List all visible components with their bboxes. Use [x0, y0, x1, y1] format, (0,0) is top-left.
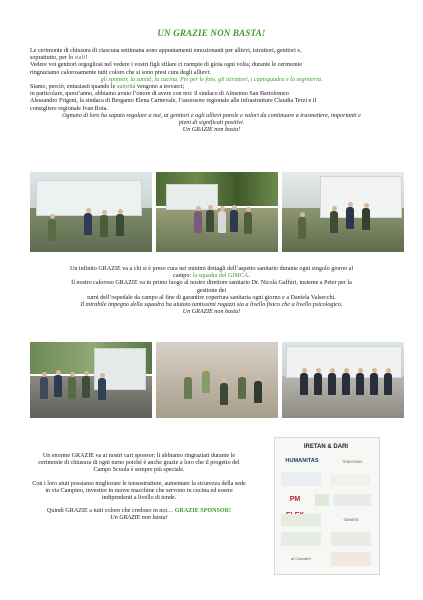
- gimca-highlight: la squadra del GIMCA: [192, 273, 249, 280]
- ceremony-photo: [156, 172, 278, 252]
- sponsor-paragraph: [30, 453, 248, 529]
- medical-line: Un infinito GRAZIE va a chi si è preso cura nei minimi dettagli dell’aspetto sanitario durante ogni singolo giorno al: [69, 266, 354, 272]
- intro-line: Vedere voi genitori orgogliosi nel vedere i vostri figli sfilare ci riempie di gioia ogni volta; durante le cerimonie: [30, 62, 302, 69]
- medical-line: gestione dei: [196, 287, 227, 294]
- sponsor-logo: [281, 532, 321, 546]
- intro-line: in particolare, quest’anno, abbiamo avuto l’onore di avere con noi: il sindaco di Almenno San Bartolomeo: [30, 91, 289, 98]
- ceremony-photo-row: [30, 172, 404, 252]
- sponsor-logo: di Cavalleri: [291, 556, 311, 561]
- authority-highlight: autorità: [116, 84, 136, 91]
- sponsor-logo: [281, 514, 321, 526]
- medical-line: Il mirabile impegno della squadra ha aiutato tantissimi ragazzi sia a livello fisico che a livello psicologico.: [80, 302, 343, 309]
- grazie-sponsor-highlight: GRAZIE SPONSOR!: [174, 508, 232, 515]
- intro-line: Le cerimonie di chiusura di ciascuna settimana sono appuntamenti emozionanti per allievi, istruttori, genitori e,: [30, 48, 302, 54]
- sponsor-logo: [315, 494, 329, 506]
- intro-line: Siamo, perciò, entusiasti quando le autorità vengono a trovarci;: [30, 84, 185, 91]
- sponsor-support: Con i loro aiuti possiamo migliorare le tensostrutture, aumentare la sicurezza della sede in via Campino, investire in nuove macchine che servono in cucina ed essere indipendenti a livello di tende.: [32, 480, 246, 502]
- sponsor-logo: TENDOSAN: [342, 460, 362, 464]
- sponsor-thanks: Un enorme GRAZIE va ai nostri cari sponsor; li abbiamo ringraziati durante le cerimonie di chiusura di ogni turno poiché è anche grazie a loro che il progetto del Campo Scuola è sempre più speciale.: [38, 453, 240, 474]
- intro-line: Alessandro Frigeni, la sindaca di Bergamo Elena Carnevale, l’assessore regionale alle infrastrutture Claudia Terzi e il: [30, 98, 317, 105]
- sponsor-callout: Quindi GRAZIE a tutti coloro che credono in noi… GRAZIE SPONSOR!: [46, 508, 232, 515]
- intro-line: soprattutto, per lo staff!: [30, 55, 88, 62]
- thanks-list: gli sponsor, la sanità, la cucina, Pio per le foto, gli istruttori, i capisquadra e la segreteria.: [100, 76, 323, 83]
- grazie-tagline: Un GRAZIE non basta!: [110, 515, 168, 522]
- medical-photo-row: [30, 342, 404, 418]
- sponsor-logo: PM: [289, 496, 301, 503]
- intro-paragraph: [30, 48, 393, 134]
- ceremony-photo: [30, 172, 152, 252]
- intro-line: ringraziamo calorosamente tutti coloro che si sono presi cura degli allievi:: [30, 69, 211, 76]
- sponsor-logo: [281, 472, 321, 486]
- medical-team-photo: [282, 342, 404, 418]
- intro-line: consigliere regionale Ivan Rota.: [30, 105, 108, 112]
- grazie-tagline: Un GRAZIE non basta!: [182, 127, 241, 134]
- intro-closing: pieni di significati positivi.: [178, 120, 245, 127]
- medical-team-photo: [156, 342, 278, 418]
- medical-team-photo: [30, 342, 152, 418]
- sponsor-logo: [333, 494, 371, 506]
- sponsor-logo: [331, 532, 371, 546]
- medical-line: Il nostro caloroso GRAZIE va in primo luogo al nostro direttore sanitario Dr. Nicola Gaffuri, insieme a Peter per la: [71, 280, 352, 287]
- medical-paragraph: [30, 266, 393, 316]
- sponsor-logo: [331, 552, 371, 566]
- staff-highlight: staff: [74, 55, 86, 62]
- sponsor-logo: IRETAN & DARI: [303, 444, 349, 450]
- grazie-tagline: Un GRAZIE non basta!: [182, 309, 241, 316]
- sponsor-logo: HUMANITAS: [285, 458, 319, 464]
- sponsor-logo: GENESI: [343, 517, 359, 522]
- ceremony-photo: [282, 172, 404, 252]
- sponsor-logo: [331, 474, 371, 486]
- sponsor-logo-board: [274, 437, 380, 575]
- intro-closing: Ognuno di loro ha saputo regalare a noi, ai genitori e agli allievi parole e valori da continuare a trasmettere, importanti e: [62, 112, 361, 119]
- page-title: UN GRAZIE NON BASTA!: [157, 28, 266, 38]
- medical-line: turni dell’ospedale da campo al fine di garantire copertura sanitaria ogni giorno e a Daniela Valsecchi.: [87, 294, 336, 301]
- medical-line: campo: la squadra del GIMCA.: [173, 273, 250, 280]
